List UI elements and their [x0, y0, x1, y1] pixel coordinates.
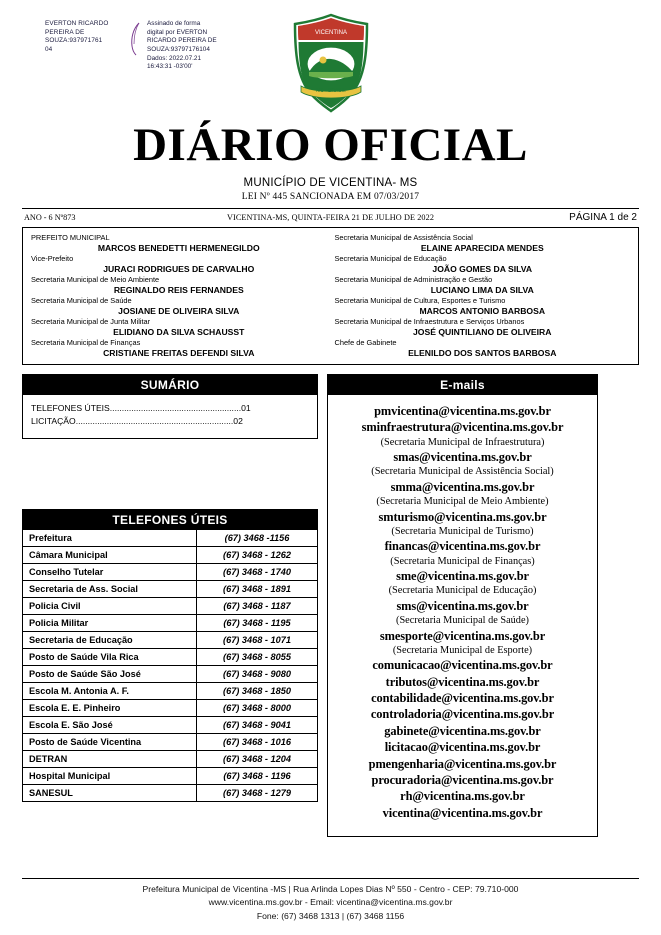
phone-number: (67) 3468 - 1071 [197, 631, 318, 648]
table-row [23, 699, 317, 716]
table-row [23, 648, 317, 665]
signature-line: EVERTON RICARDO [45, 20, 109, 27]
email-description: (Secretaria Municipal de Educação) [388, 585, 537, 597]
masthead [22, 119, 639, 202]
phone-label: Escola M. Antonia A. F. [23, 682, 197, 699]
official-role: Secretaria Municipal de Finanças [31, 337, 141, 347]
table-row [23, 733, 317, 750]
left-column [22, 374, 318, 837]
pen-icon [127, 20, 143, 72]
phone-number: (67) 3468 - 1740 [197, 563, 318, 580]
table-row [23, 682, 317, 699]
municipality-label: MUNICÍPIO DE VICENTINA- MS [243, 176, 418, 189]
table-row [23, 546, 317, 563]
useful-phones-table [23, 530, 317, 801]
table-row [23, 580, 317, 597]
official-role: Secretaria Municipal de Educação [334, 253, 447, 263]
official-role: Secretaria Municipal de Infraestrutura e Serviços Urbanos [334, 316, 525, 326]
page-footer [22, 878, 639, 923]
issue-date: VICENTINA-MS, QUINTA-FEIRA 21 DE JULHO DE 2022 [226, 213, 435, 223]
official-name: ELENILDO DOS SANTOS BARBOSA [408, 347, 557, 358]
phone-label: DETRAN [23, 750, 197, 767]
emails-title: E-mails [328, 375, 597, 395]
phone-number: (67) 3468 - 1016 [197, 733, 318, 750]
phone-label: Escola E. São José [23, 716, 197, 733]
page-title: DIÁRIO OFICIAL [133, 119, 528, 171]
official-role: Secretaria Municipal de Assistência Social [334, 232, 473, 242]
emails-box [327, 374, 598, 837]
table-row [23, 665, 317, 682]
phone-number: (67) 3468 - 1262 [197, 546, 318, 563]
summary-box [22, 374, 318, 439]
signature-line: 04 [45, 45, 53, 53]
phone-number: (67) 3468 - 1850 [197, 682, 318, 699]
phone-label: Prefeitura [29, 532, 72, 543]
summary-title: SUMÁRIO [23, 375, 317, 395]
table-row [23, 530, 317, 547]
phone-number: (67) 3468 -1156 [197, 530, 318, 547]
footer-phone: Fone: (67) 3468 1313 | (67) 3468 1156 [256, 910, 405, 921]
signature-line: digital por EVERTON [147, 28, 208, 36]
useful-phones-box [22, 509, 318, 802]
phone-label: Escola E. E. Pinheiro [23, 699, 197, 716]
official-name: CRISTIANE FREITAS DEFENDI SILVA [103, 347, 255, 358]
coat-of-arms-icon [285, 12, 377, 116]
official-name: JOSIANE DE OLIVEIRA SILVA [118, 305, 240, 316]
signature-line: Dados: 2022.07.21 [147, 54, 202, 62]
law-reference: LEI Nº 445 SANCIONADA EM 07/03/2017 [241, 191, 420, 202]
table-row [23, 614, 317, 631]
table-row [23, 597, 317, 614]
issue-info-bar [22, 208, 639, 228]
phone-label: Câmara Municipal [23, 546, 197, 563]
phone-number: (67) 3468 - 8000 [197, 699, 318, 716]
phone-number: (67) 3468 - 8055 [197, 648, 318, 665]
signature-details [147, 20, 257, 72]
footer-address: Prefeitura Municipal de Vicentina -MS | Rua Arlinda Lopes Dias Nº 550 - Centro - CEP: 79.710-000 [142, 884, 519, 895]
phone-label: Posto de Saúde São José [23, 665, 197, 682]
official-role: PREFEITO MUNICIPAL [31, 232, 110, 242]
phone-label: Posto de Saúde Vila Rica [23, 648, 197, 665]
email-address[interactable]: controladoria@vicentina.ms.gov.br [370, 707, 555, 722]
table-row [23, 767, 317, 784]
signature-line: RICARDO PEREIRA DE [147, 37, 217, 45]
email-address[interactable]: tributos@vicentina.ms.gov.br [385, 674, 540, 689]
email-description: (Secretaria Municipal de Meio Ambiente) [376, 496, 549, 508]
email-address[interactable]: vicentina@vicentina.ms.gov.br [382, 805, 543, 820]
signature-line: 16:43:31 -03'00' [147, 63, 193, 71]
email-address[interactable]: financas@vicentina.ms.gov.br [384, 539, 541, 554]
email-address[interactable]: smas@vicentina.ms.gov.br [393, 450, 532, 465]
email-address[interactable]: licitacao@vicentina.ms.gov.br [384, 740, 541, 755]
phone-label: Hospital Municipal [23, 767, 197, 784]
phone-number: (67) 3468 - 1195 [197, 614, 318, 631]
official-name: REGINALDO REIS FERNANDES [113, 284, 244, 295]
official-role: Vice-Prefeito [31, 253, 74, 263]
phone-label: Secretaria de Ass. Social [23, 580, 197, 597]
email-address[interactable]: pmengenharia@vicentina.ms.gov.br [368, 756, 557, 771]
email-address[interactable]: smesporte@vicentina.ms.gov.br [379, 628, 546, 643]
official-name: ELIDIANO DA SILVA SCHAUSST [113, 326, 245, 337]
email-address[interactable]: smma@vicentina.ms.gov.br [390, 479, 535, 494]
official-name: ELAINE APARECIDA MENDES [420, 242, 544, 253]
email-address[interactable]: gabinete@vicentina.ms.gov.br [384, 723, 541, 738]
officials-column-right [331, 232, 635, 359]
signature-signer-name [45, 20, 123, 72]
svg-text:MS - BRASIL: MS - BRASIL [315, 88, 346, 94]
email-address[interactable]: rh@vicentina.ms.gov.br [400, 789, 525, 804]
official-name: JOSÉ QUINTILIANO DE OLIVEIRA [413, 326, 552, 337]
phone-label: Policia Civil [23, 597, 197, 614]
table-row [23, 631, 317, 648]
signature-line: SOUZA:93797176104 [147, 45, 210, 53]
email-description: (Secretaria Municipal de Assistência Social) [371, 466, 554, 478]
phone-label: SANESUL [23, 784, 197, 801]
officials-column-left [27, 232, 331, 359]
phone-label: Posto de Saúde Vicentina [23, 733, 197, 750]
footer-website: www.vicentina.ms.gov.br - Email: vicentina@vicentina.ms.gov.br [208, 897, 453, 908]
official-name: JOÃO GOMES DA SILVA [432, 263, 533, 274]
official-name: LUCIANO LIMA DA SILVA [430, 284, 534, 295]
email-description: (Secretaria Municipal de Saúde) [396, 615, 529, 627]
email-address[interactable]: smturismo@vicentina.ms.gov.br [378, 509, 547, 524]
official-name: JURACI RODRIGUES DE CARVALHO [103, 263, 255, 274]
email-address[interactable]: sme@vicentina.ms.gov.br [396, 569, 529, 584]
official-role: Secretaria Municipal de Junta Militar [31, 316, 151, 326]
signature-line: PEREIRA DE [45, 28, 85, 36]
email-address[interactable]: pmvicentina@vicentina.ms.gov.br [374, 403, 551, 418]
official-role: Secretaria Municipal de Administração e Gestão [334, 274, 493, 284]
page-number: PÁGINA 1 de 2 [569, 212, 637, 224]
email-address[interactable]: contabilidade@vicentina.ms.gov.br [371, 691, 554, 706]
email-description: (Secretaria Municipal de Finanças) [390, 555, 535, 567]
emails-list [328, 395, 597, 825]
official-role: Secretaria Municipal de Meio Ambiente [31, 274, 160, 284]
email-address[interactable]: comunicacao@vicentina.ms.gov.br [372, 658, 553, 673]
official-role: Secretaria Municipal de Saúde [31, 295, 132, 305]
table-row [23, 563, 317, 580]
phone-number: (67) 3468 - 1279 [197, 784, 318, 801]
svg-text:VICENTINA: VICENTINA [314, 30, 347, 36]
signature-line: Assinado de forma [147, 20, 201, 27]
official-name: MARCOS BENEDETTI HERMENEGILDO [97, 242, 260, 253]
summary-item: TELEFONES ÚTEIS.......................................................01 [31, 402, 251, 413]
useful-phones-title: TELEFONES ÚTEIS [23, 510, 317, 530]
summary-list [23, 395, 317, 438]
officials-table [22, 228, 639, 365]
right-column [327, 374, 598, 837]
email-address[interactable]: sminfraestrutura@vicentina.ms.gov.br [361, 420, 564, 435]
signature-line: SOUZA:937971761 [45, 37, 103, 45]
email-description: (Secretaria Municipal de Infraestrutura) [380, 436, 545, 448]
phone-label: Policia Militar [23, 614, 197, 631]
email-address[interactable]: sms@vicentina.ms.gov.br [396, 598, 529, 613]
summary-item: LICITAÇÃO..................................................................02 [31, 415, 243, 426]
table-row [23, 784, 317, 801]
phone-number: (67) 3468 - 1891 [197, 580, 318, 597]
email-address[interactable]: procuradoria@vicentina.ms.gov.br [371, 772, 554, 787]
table-row [23, 750, 317, 767]
issue-number: ANO - 6 Nº873 [24, 213, 76, 223]
digital-signature-stamp [45, 20, 260, 72]
official-name: MARCOS ANTONIO BARBOSA [419, 305, 546, 316]
phone-number: (67) 3468 - 9041 [197, 716, 318, 733]
phone-label: Conselho Tutelar [23, 563, 197, 580]
table-row [23, 716, 317, 733]
phone-number: (67) 3468 - 1204 [197, 750, 318, 767]
phone-number: (67) 3468 - 9080 [197, 665, 318, 682]
email-description: (Secretaria Municipal de Esporte) [392, 644, 533, 656]
phone-number: (67) 3468 - 1196 [197, 767, 318, 784]
email-description: (Secretaria Municipal de Turismo) [391, 525, 534, 537]
body-columns [22, 374, 639, 837]
official-role: Secretaria Municipal de Cultura, Esportes e Turismo [334, 295, 506, 305]
phone-number: (67) 3468 - 1187 [197, 597, 318, 614]
official-role: Chefe de Gabinete [334, 337, 397, 347]
phone-label: Secretaria de Educação [23, 631, 197, 648]
